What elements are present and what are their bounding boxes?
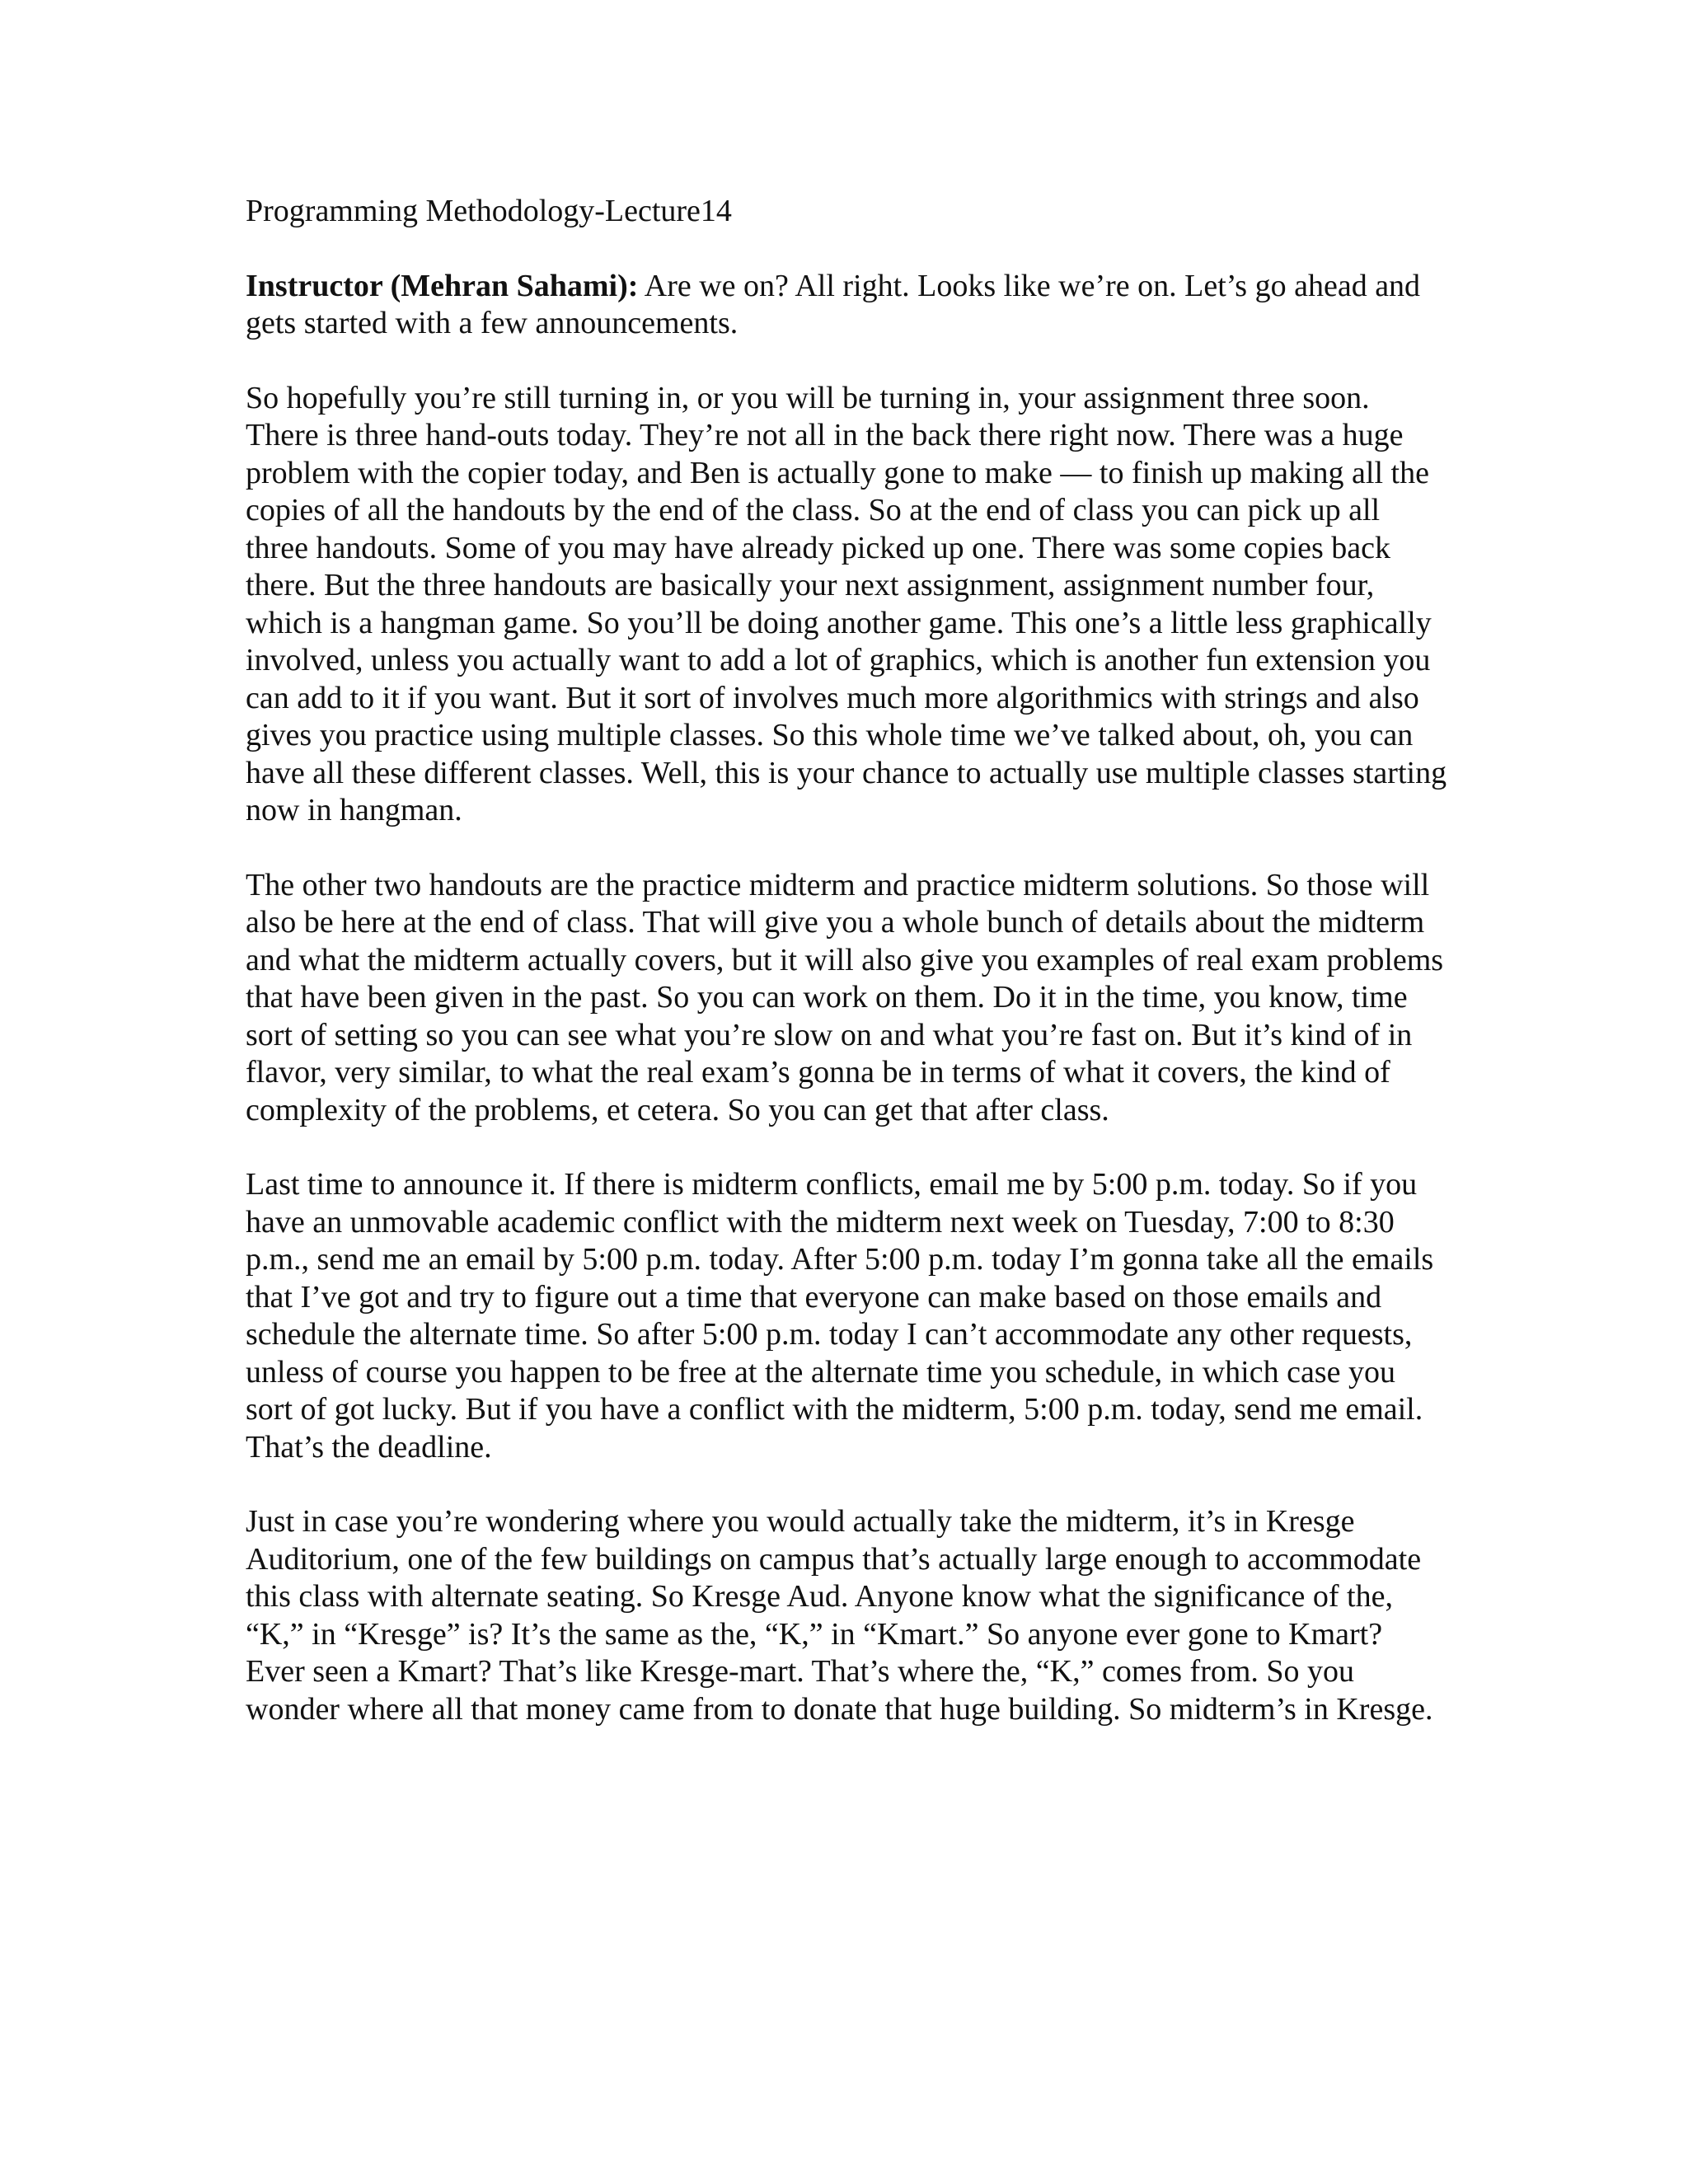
paragraph-midterm-conflicts: Last time to announce it. If there is midterm conflicts, email me by 5:00 p.m. today. So if you have an unmovable academic conflict with the midterm next week on Tuesday, 7:00 to 8:30 p.m., send me an email by 5:00 p.m. today. After 5:00 p.m. today I’m gonna take all the emails that I’ve got and try to figure out a time that everyone can make based on those emails and schedule the alternate time. So after 5:00 p.m. today I can’t accommodate any other requests, unless of course you happen to be free at the alternate time you schedule, in which case you sort of got lucky. But if you have a conflict with the midterm, 5:00 p.m. today, send me email. That’s the deadline. xyxy=(246,1167,1434,1465)
document-body xyxy=(246,193,1449,1765)
paragraph-midterm-location: Just in case you’re wondering where you would actually take the midterm, it’s in Kresge Auditorium, one of the few buildings on campus that’s actually large enough to accommodate this class with alternate seating. So Kresge Aud. Anyone know what the significance of the, “K,” in “Kresge” is? It’s the same as the, “K,” in “Kmart.” So anyone ever gone to Kmart? Ever seen a Kmart? That’s like Kresge-mart. That’s where the, “K,” comes from. So you wonder where all that money came from to donate that huge building. So midterm’s in Kresge. xyxy=(246,1504,1433,1727)
speaker-paragraph xyxy=(246,268,1449,343)
speaker-label: Instructor (Mehran Sahami): xyxy=(246,268,639,303)
document-title: Programming Methodology-Lecture14 xyxy=(246,194,732,228)
paragraph-practice-midterm: The other two handouts are the practice midterm and practice midterm solutions. So those will also be here at the end of class. That will give you a whole bunch of details about the midterm and what the midterm actually covers, but it will also give you examples of real exam problems that have been given in the past. So you can work on them. Do it in the time, you know, time sort of setting so you can see what you’re slow on and what you’re fast on. But it’s kind of in flavor, very similar, to what the real exam’s gonna be in terms of what it covers, the kind of complexity of the problems, et cetera. So you can get that after class. xyxy=(246,867,1444,1127)
paragraph-assignment: So hopefully you’re still turning in, or you will be turning in, your assignment three soon. There is three hand-outs today. They’re not all in the back there right now. There was a huge problem with the copier today, and Ben is actually gone to make — to finish up making all the copies of all the handouts by the end of the class. So at the end of class you can pick up all three handouts. Some of you may have already picked up one. There was some copies back there. But the three handouts are basically your next assignment, assignment number four, which is a hangman game. So you’ll be doing another game. This one’s a little less graphically involved, unless you actually want to add a lot of graphics, which is another fun extension you can add to it if you want. But it sort of involves much more algorithmics with strings and also gives you practice using multiple classes. So this whole time we’ve talked about, oh, you can have all these different classes. Well, this is your chance to actually use multiple classes starting now in hangman. xyxy=(246,380,1447,827)
intro-text: Are we on? All right. Looks like we’re on. Let’s go ahead and gets started with a few announcements. xyxy=(246,268,1421,340)
